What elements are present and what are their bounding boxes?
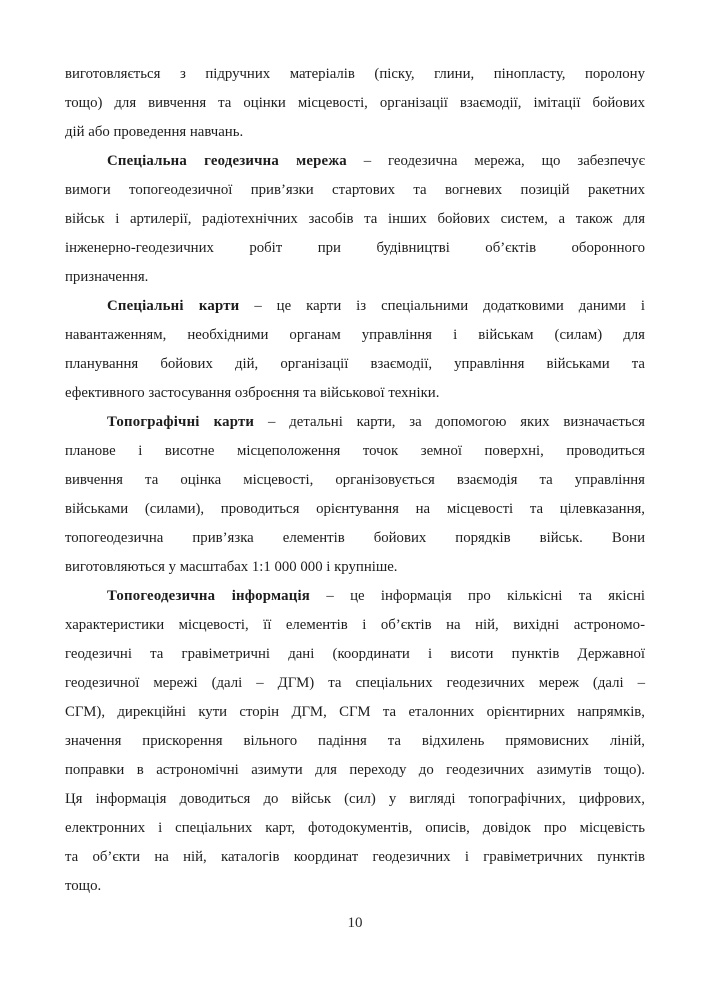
- text-line: [65, 205, 645, 234]
- text-segment: та об’єкти на ній, каталогів координат геодезичних і гравіметричних пунктів: [65, 849, 645, 865]
- text-segment: СГМ), дирекційні кути сторін ДГМ, СГМ та еталонних орієнтирних напрямків,: [65, 704, 645, 720]
- glossary-term: Топогеодезична інформація: [107, 588, 311, 604]
- text-segment: інженерно-геодезичних робіт при будівництві об’єктів оборонного: [65, 240, 645, 256]
- text-line: [65, 379, 645, 408]
- text-line: [65, 466, 645, 495]
- text-segment: вимоги топогеодезичної прив’язки стартових та вогневих позицій ракетних: [65, 182, 645, 198]
- glossary-term: Спеціальна геодезична мережа: [107, 153, 347, 169]
- text-line: [65, 176, 645, 205]
- paragraph-special-maps: [65, 292, 645, 408]
- text-line: [65, 437, 645, 466]
- text-segment: вивчення та оцінка місцевості, організовується взаємодія та управління: [65, 472, 645, 488]
- text-segment: призначення.: [65, 269, 149, 285]
- text-line: [65, 321, 645, 350]
- text-segment: військ і артилерії, радіотехнічних засобів та інших бойових систем, а також для: [65, 211, 645, 227]
- text-segment: топогеодезична прив’язка елементів бойових порядків військ. Вони: [65, 530, 645, 546]
- text-segment: поправки в астрономічні азимути для переходу до геодезичних азимутів тощо).: [65, 762, 645, 778]
- text-line: [65, 727, 645, 756]
- text-segment: планове і висотне місцеположення точок земної поверхні, проводиться: [65, 443, 645, 459]
- text-line: [65, 611, 645, 640]
- text-line: [65, 234, 645, 263]
- text-line: [65, 147, 645, 176]
- text-line: [65, 553, 645, 582]
- text-line: [65, 118, 645, 147]
- paragraph-continuation-models: [65, 60, 645, 147]
- text-line: [65, 669, 645, 698]
- glossary-term: Спеціальні карти: [107, 298, 240, 314]
- text-segment: Ця інформація доводиться до військ (сил) у вигляді топографічних, цифрових,: [65, 791, 645, 807]
- text-line: [65, 872, 645, 901]
- text-segment: тощо) для вивчення та оцінки місцевості, організації взаємодії, імітації бойових: [65, 95, 645, 111]
- text-segment: характеристики місцевості, її елементів і об’єктів на ній, вихідні астрономо-: [65, 617, 645, 633]
- text-line: [65, 524, 645, 553]
- text-segment: – детальні карти, за допомогою яких визначається: [254, 414, 645, 430]
- text-line: [65, 582, 645, 611]
- glossary-term: Топографічні карти: [107, 414, 255, 430]
- text-segment: геодезичної мережі (далі – ДГМ) та спеціальних геодезичних мереж (далі –: [65, 675, 645, 691]
- text-line: [65, 350, 645, 379]
- text-segment: тощо.: [65, 878, 102, 894]
- text-line: [65, 263, 645, 292]
- text-line: [65, 756, 645, 785]
- text-line: [65, 495, 645, 524]
- text-segment: – це інформація про кількісні та якісні: [310, 588, 645, 604]
- page-number: 10: [347, 915, 363, 931]
- paragraph-topogeodetic-information: [65, 582, 645, 901]
- text-segment: – це карти із спеціальними додатковими даними і: [239, 298, 645, 314]
- text-segment: електронних і спеціальних карт, фотодокументів, описів, довідок про місцевість: [65, 820, 645, 836]
- text-segment: військами (силами), проводиться орієнтування на місцевості та цілевказання,: [65, 501, 645, 517]
- text-line: [65, 698, 645, 727]
- text-segment: – геодезична мережа, що забезпечує: [346, 153, 645, 169]
- text-line: [65, 814, 645, 843]
- document-text: [65, 60, 645, 901]
- page-footer: [65, 915, 645, 932]
- text-segment: виготовляються у масштабах 1:1 000 000 і крупніше.: [65, 559, 398, 575]
- text-segment: значення прискорення вільного падіння та відхилень прямовисних ліній,: [65, 733, 645, 749]
- text-segment: виготовляється з підручних матеріалів (піску, глини, пінопласту, поролону: [65, 66, 645, 82]
- text-line: [65, 60, 645, 89]
- text-line: [65, 785, 645, 814]
- paragraph-special-geodetic-network: [65, 147, 645, 292]
- text-line: [65, 843, 645, 872]
- text-segment: ефективного застосування озброєння та військової техніки.: [65, 385, 440, 401]
- text-segment: дій або проведення навчань.: [65, 124, 244, 140]
- text-line: [65, 408, 645, 437]
- paragraph-topographic-maps: [65, 408, 645, 582]
- text-segment: навантаженням, необхідними органам управління і військам (силам) для: [65, 327, 645, 343]
- text-segment: планування бойових дій, організації взаємодії, управління військами та: [65, 356, 645, 372]
- text-line: [65, 640, 645, 669]
- text-line: [65, 292, 645, 321]
- text-line: [65, 89, 645, 118]
- text-segment: геодезичні та гравіметричні дані (координати і висоти пунктів Державної: [65, 646, 645, 662]
